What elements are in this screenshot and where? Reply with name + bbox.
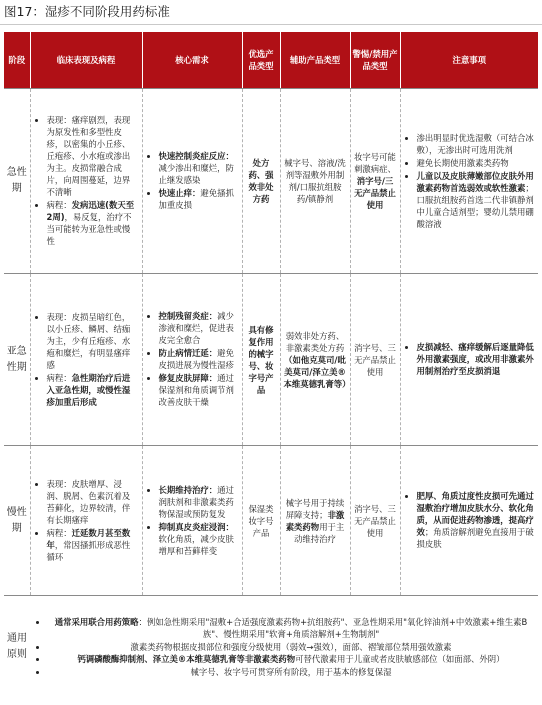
list-item: • 激素类药物根据皮损部位和强度分级使用（弱效→强效），面部、褶皱部位禁用强效激素 bbox=[48, 641, 534, 654]
header-needs: 核心需求 bbox=[142, 32, 242, 89]
preferred-chronic: 保湿类妆字号产品 bbox=[242, 446, 280, 596]
auxiliary-chronic: 械字号用于持续屏障支持；非激素类药物用于主动维持治疗 bbox=[280, 446, 350, 596]
header-notes: 注意事项 bbox=[400, 32, 538, 89]
notes-chronic bbox=[400, 446, 538, 596]
notes-subacute bbox=[400, 274, 538, 446]
stage-acute: 急性期 bbox=[4, 89, 30, 274]
auxiliary-subacute: 弱效非处方药、非激素类处方药（如他克莫司/吡美莫司/泽立美®本维莫德乳膏等） bbox=[280, 274, 350, 446]
list-item: • 长期维持治疗：通过润肤剂和非激素类药物保湿或预防复发 bbox=[159, 484, 239, 520]
list-item: • 表现：瘙痒剧烈，表现为原发性和多型性皮疹，以密集的小丘疹、丘疱疹、小水疱或渗出为主。皮损常融合成片，向周围蔓延，边界不清晰 bbox=[47, 114, 139, 198]
table-row-subacute bbox=[4, 274, 538, 446]
list-item: • 快速止痒：避免搔抓加重皮损 bbox=[159, 187, 239, 211]
list-item: • 械字号、妆字号可贯穿所有阶段，用于基本的修复保湿 bbox=[48, 666, 534, 679]
table-row-general bbox=[4, 596, 538, 698]
stage-subacute: 亚急性期 bbox=[4, 274, 30, 446]
clinical-acute bbox=[30, 89, 142, 274]
clinical-chronic bbox=[30, 446, 142, 596]
header-caution: 警惕/禁用产品类型 bbox=[350, 32, 400, 89]
list-item: • 通常采用联合用药策略：例如急性期采用"湿敷+合适强度激素药物+抗组胺药"、亚急性期采用"氧化锌油剂+中效激素+维生素B族"、慢性期采用"软膏+角质溶解剂+生物制剂" bbox=[48, 616, 534, 641]
notes-acute bbox=[400, 89, 538, 274]
needs-acute bbox=[142, 89, 242, 274]
list-item: • 病程：迁延数月甚至数年，常因搔抓形成恶性循环 bbox=[47, 527, 139, 563]
header-clinical: 临床表现及病程 bbox=[30, 32, 142, 89]
header-row bbox=[4, 32, 538, 89]
caution-acute: 妆字号可能刺激病症、消字号/三无产品禁止使用 bbox=[350, 89, 400, 274]
list-item: • 防止病情迁延：避免皮损进展为慢性湿疹 bbox=[159, 347, 239, 371]
list-item: • 儿童以及皮肤薄嫩部位皮肤外用激素药物首选弱效或软性激素；口服抗组胺药首选二代非镇静剂中儿童合适剂型；婴幼儿禁用硼酸溶液 bbox=[417, 170, 536, 230]
stage-chronic: 慢性期 bbox=[4, 446, 30, 596]
medication-standard-table bbox=[4, 32, 538, 698]
list-item: • 表现：皮损呈暗红色，以小丘疹、鳞屑、结痂为主，少有丘疱疹、水疱和糜烂，有明显瘙痒感 bbox=[47, 311, 139, 371]
list-item: • 抑制真皮炎症浸润：软化角质，减少皮肤增厚和苔藓样变 bbox=[159, 521, 239, 557]
list-item: • 肥厚、角质过度性皮损可先通过湿敷治疗增加皮肤水分、软化角质，从而促进药物渗透，提高疗效；角质溶解剂避免直接用于破损皮肤 bbox=[417, 490, 536, 550]
header-stage: 阶段 bbox=[4, 32, 30, 89]
list-item: • 皮损减轻、瘙痒缓解后逐量降低外用激素强度，或改用非激素外用制剂治疗至皮损消退 bbox=[417, 341, 536, 377]
header-preferred: 优选产品类型 bbox=[242, 32, 280, 89]
needs-subacute bbox=[142, 274, 242, 446]
list-item: • 表现：皮肤增厚、浸润、脱屑、色素沉着及苔藓化，边界较清，伴有长期瘙痒 bbox=[47, 478, 139, 526]
general-principles bbox=[30, 596, 538, 698]
table-row-acute bbox=[4, 89, 538, 274]
clinical-subacute bbox=[30, 274, 142, 446]
stage-general: 通用原则 bbox=[7, 632, 27, 660]
figure-title: 图17：湿疹不同阶段用药标准 bbox=[0, 0, 542, 25]
auxiliary-acute: 械字号、溶液/洗剂等湿敷外用制剂/口服抗组胺药/镇静剂 bbox=[280, 89, 350, 274]
list-item: • 病程：急性期治疗后进入亚急性期，或慢性湿疹加重后形成 bbox=[47, 372, 139, 408]
list-item: • 控制残留炎症：减少渗液和糜烂，促进表皮完全愈合 bbox=[159, 310, 239, 346]
needs-chronic bbox=[142, 446, 242, 596]
header-auxiliary: 辅助产品类型 bbox=[280, 32, 350, 89]
preferred-acute: 处方药、强效非处方药 bbox=[242, 89, 280, 274]
list-item: • 避免长期使用激素类药物 bbox=[417, 157, 536, 169]
caution-subacute: 消字号、三无产品禁止使用 bbox=[350, 274, 400, 446]
list-item: • 钙调磷酸酶抑制剂、泽立美®本维莫德乳膏等非激素类药物可替代激素用于儿童或者皮肤敏感部位（如面部、外阴） bbox=[48, 653, 534, 666]
preferred-subacute: 具有修复作用的械字号、妆字号产品 bbox=[242, 274, 280, 446]
list-item: • 修复皮肤屏障：通过保湿剂和角质调节剂改善皮肤干燥 bbox=[159, 372, 239, 408]
table-row-chronic bbox=[4, 446, 538, 596]
list-item: • 快速控制炎症反应：减少渗出和糜烂，防止继发感染 bbox=[159, 150, 239, 186]
list-item: • 病程：发病迅速(数天至2周)，易反复，治疗不当可能转为亚急性或慢性 bbox=[47, 199, 139, 247]
caution-chronic: 消字号、三无产品禁止使用 bbox=[350, 446, 400, 596]
list-item: • 渗出明显时优选湿敷（可结合冰敷），无渗出时可选用洗剂 bbox=[417, 132, 536, 156]
